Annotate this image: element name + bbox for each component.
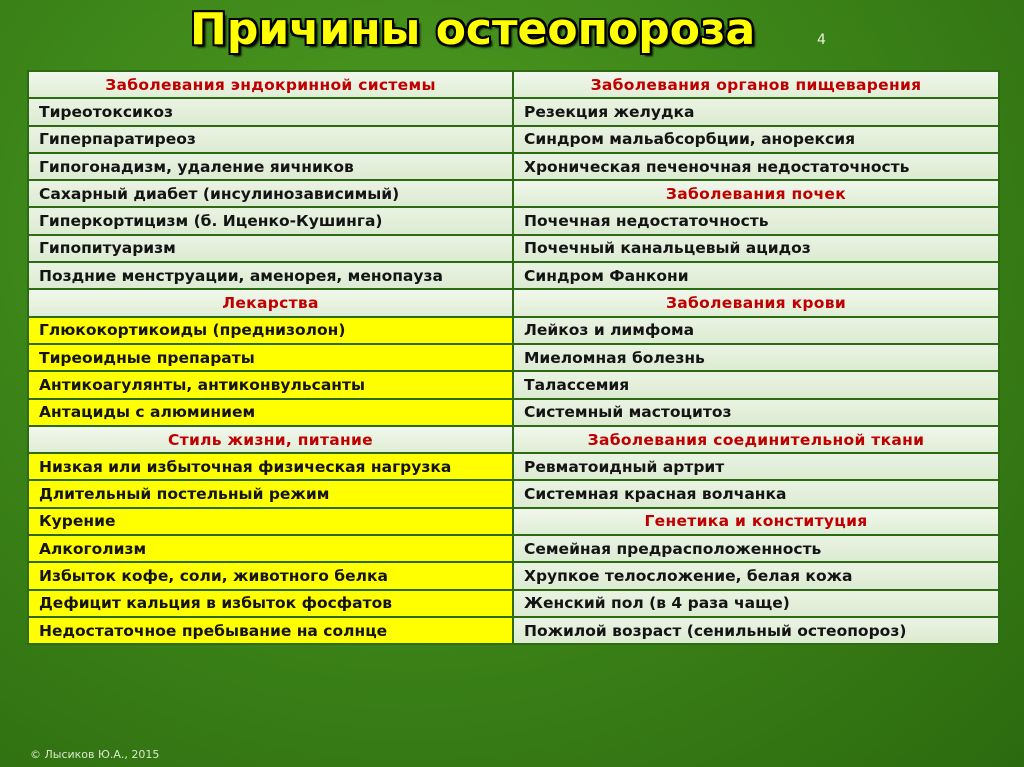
causes-table: [27, 70, 1000, 645]
table-row: [28, 180, 999, 207]
section-header-kidney: Заболевания почек: [513, 180, 999, 207]
table-cell: Синдром мальабсорбции, анорексия: [513, 126, 999, 153]
slide-number: 4: [817, 32, 826, 48]
table-cell: Синдром Фанкони: [513, 262, 999, 289]
section-header-drugs: Лекарства: [28, 289, 513, 316]
table-cell: Недостаточное пребывание на солнце: [28, 617, 513, 644]
table-cell: Женский пол (в 4 раза чаще): [513, 590, 999, 617]
table-cell: Низкая или избыточная физическая нагрузка: [28, 453, 513, 480]
table-cell: Миеломная болезнь: [513, 344, 999, 371]
table-cell: Тиреоидные препараты: [28, 344, 513, 371]
table-cell: Антациды с алюминием: [28, 399, 513, 426]
table-row: [28, 207, 999, 234]
table-cell: Хрупкое телосложение, белая кожа: [513, 562, 999, 589]
table-row: [28, 153, 999, 180]
table-row: [28, 344, 999, 371]
table-cell: Гипопитуаризм: [28, 235, 513, 262]
table-cell: Талассемия: [513, 371, 999, 398]
table-row: [28, 371, 999, 398]
table-cell: Системный мастоцитоз: [513, 399, 999, 426]
table-row: [28, 508, 999, 535]
section-header-blood: Заболевания крови: [513, 289, 999, 316]
table-cell: Гиперкортицизм (б. Иценко-Кушинга): [28, 207, 513, 234]
table-row: [28, 235, 999, 262]
table-row: [28, 289, 999, 316]
section-header-genetics: Генетика и конституция: [513, 508, 999, 535]
table-cell: Ревматоидный артрит: [513, 453, 999, 480]
table-cell: Пожилой возраст (сенильный остеопороз): [513, 617, 999, 644]
copyright-text: © Лысиков Ю.А., 2015: [30, 748, 160, 761]
table-cell: Резекция желудка: [513, 98, 999, 125]
table-row: [28, 126, 999, 153]
table-cell: Антикоагулянты, антиконвульсанты: [28, 371, 513, 398]
table-row: [28, 71, 999, 98]
table-cell: Лейкоз и лимфома: [513, 317, 999, 344]
table-row: [28, 617, 999, 644]
table-cell: Тиреотоксикоз: [28, 98, 513, 125]
table-cell: Сахарный диабет (инсулинозависимый): [28, 180, 513, 207]
table-cell: Гипогонадизм, удаление яичников: [28, 153, 513, 180]
table-cell: Системная красная волчанка: [513, 480, 999, 507]
table-row: [28, 480, 999, 507]
table-cell: Дефицит кальция в избыток фосфатов: [28, 590, 513, 617]
table-cell: Почечный канальцевый ацидоз: [513, 235, 999, 262]
section-header-digestive: Заболевания органов пищеварения: [513, 71, 999, 98]
table-cell: Длительный постельный режим: [28, 480, 513, 507]
table-cell: Семейная предрасположенность: [513, 535, 999, 562]
table-cell: Глюкокортикоиды (преднизолон): [28, 317, 513, 344]
section-header-lifestyle: Стиль жизни, питание: [28, 426, 513, 453]
table-row: [28, 98, 999, 125]
slide-title: Причины остеопороза: [190, 4, 756, 55]
section-header-connective-tissue: Заболевания соединительной ткани: [513, 426, 999, 453]
table-row: [28, 590, 999, 617]
table-row: [28, 399, 999, 426]
table-cell: Поздние менструации, аменорея, менопауза: [28, 262, 513, 289]
table-row: [28, 535, 999, 562]
table-row: [28, 562, 999, 589]
table-cell: Почечная недостаточность: [513, 207, 999, 234]
table-cell: Алкоголизм: [28, 535, 513, 562]
table-cell: Курение: [28, 508, 513, 535]
table-row: [28, 453, 999, 480]
table-row: [28, 426, 999, 453]
section-header-endocrine: Заболевания эндокринной системы: [28, 71, 513, 98]
table-cell: Избыток кофе, соли, животного белка: [28, 562, 513, 589]
table-cell: Гиперпаратиреоз: [28, 126, 513, 153]
table-row: [28, 262, 999, 289]
table-row: [28, 317, 999, 344]
table-cell: Хроническая печеночная недостаточность: [513, 153, 999, 180]
